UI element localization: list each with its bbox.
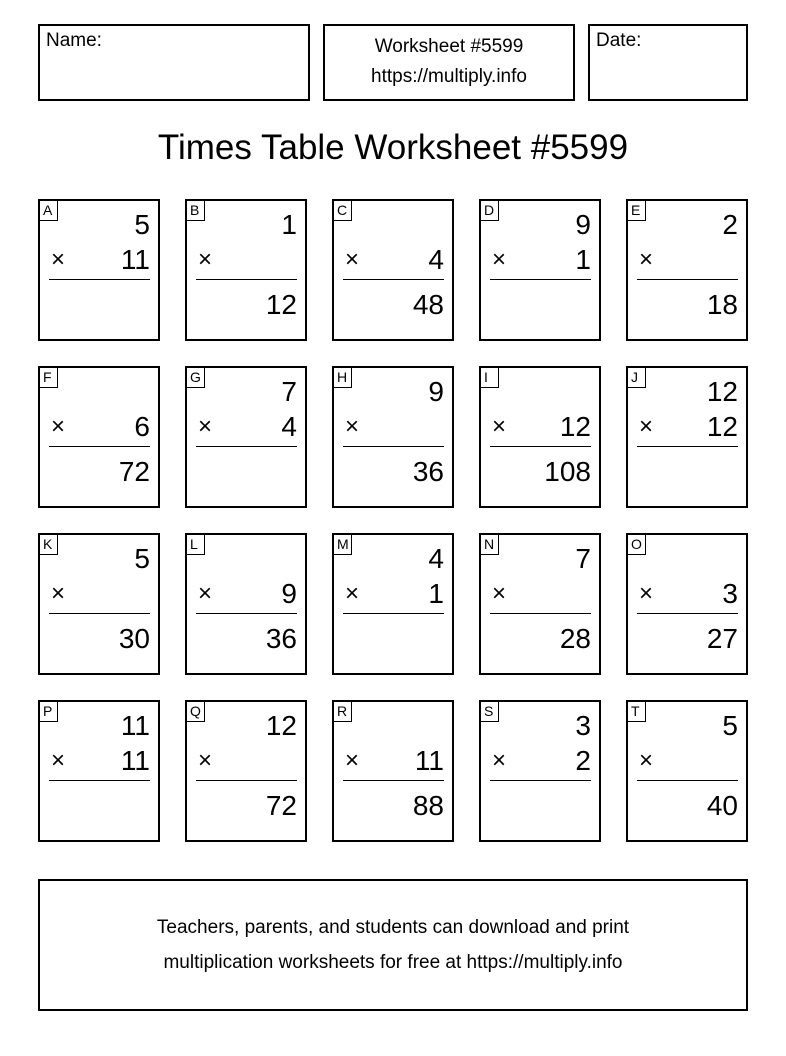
answer-rule	[490, 613, 591, 614]
times-sign: ×	[492, 413, 507, 440]
answer-rule	[343, 613, 444, 614]
answer-rule	[196, 780, 297, 781]
problem-card	[185, 199, 307, 341]
times-sign: ×	[51, 246, 66, 273]
times-sign: ×	[345, 747, 360, 774]
times-sign: ×	[198, 747, 213, 774]
problem-card	[332, 366, 454, 508]
product[interactable]: 18	[706, 289, 738, 320]
problem-card	[332, 533, 454, 675]
problem-card	[185, 533, 307, 675]
worksheet-url: https://multiply.info	[371, 66, 527, 87]
problem-card	[332, 700, 454, 842]
problem-card	[479, 533, 601, 675]
product[interactable]: 36	[412, 456, 444, 487]
answer-rule	[343, 279, 444, 280]
multiplicand[interactable]: 11	[120, 710, 150, 741]
name-box[interactable]	[38, 24, 310, 101]
multiplier[interactable]: 6	[134, 411, 150, 442]
answer-rule	[49, 279, 150, 280]
answer-rule	[637, 279, 738, 280]
times-sign: ×	[198, 580, 213, 607]
multiplicand[interactable]: 3	[575, 710, 591, 741]
multiplier[interactable]: 11	[120, 745, 150, 776]
multiplier[interactable]: 4	[281, 411, 297, 442]
answer-rule	[49, 613, 150, 614]
problem-letter: J	[628, 368, 646, 388]
problem-letter: T	[628, 702, 646, 722]
times-sign: ×	[639, 246, 654, 273]
times-sign: ×	[639, 413, 654, 440]
times-sign: ×	[198, 413, 213, 440]
problem-card	[479, 199, 601, 341]
multiplicand[interactable]: 5	[134, 543, 150, 574]
times-sign: ×	[492, 747, 507, 774]
footer-line-1: Teachers, parents, and students can download and print	[156, 917, 630, 938]
answer-rule	[490, 780, 591, 781]
problem-letter: N	[481, 535, 499, 555]
multiplier[interactable]: 1	[575, 244, 591, 275]
problem-letter: F	[40, 368, 58, 388]
answer-rule	[637, 780, 738, 781]
multiplicand[interactable]: 12	[265, 710, 297, 741]
multiplicand[interactable]: 4	[428, 543, 444, 574]
product[interactable]: 28	[559, 623, 591, 654]
multiplier[interactable]: 12	[706, 411, 738, 442]
problem-card	[626, 700, 748, 842]
answer-rule	[343, 446, 444, 447]
problem-card	[626, 199, 748, 341]
problem-card	[479, 366, 601, 508]
product[interactable]: 72	[265, 790, 297, 821]
multiplicand[interactable]: 1	[281, 209, 297, 240]
multiplier[interactable]: 11	[120, 244, 150, 275]
problem-card	[332, 199, 454, 341]
multiplier[interactable]: 12	[559, 411, 591, 442]
product[interactable]: 40	[706, 790, 738, 821]
times-sign: ×	[345, 246, 360, 273]
problem-letter: S	[481, 702, 499, 722]
date-label: Date:	[596, 30, 642, 51]
problem-card	[479, 700, 601, 842]
problem-letter: G	[187, 368, 205, 388]
multiplier[interactable]: 3	[722, 578, 738, 609]
problem-letter: O	[628, 535, 646, 555]
page-title: Times Table Worksheet #5599	[157, 128, 629, 167]
product[interactable]: 48	[412, 289, 444, 320]
problem-card	[38, 199, 160, 341]
multiplier[interactable]: 4	[428, 244, 444, 275]
problem-letter: I	[481, 368, 499, 388]
problem-letter: H	[334, 368, 352, 388]
problem-card	[38, 533, 160, 675]
multiplicand[interactable]: 12	[706, 376, 738, 407]
times-sign: ×	[345, 413, 360, 440]
answer-rule	[196, 613, 297, 614]
multiplier[interactable]: 11	[414, 745, 444, 776]
problem-letter: P	[40, 702, 58, 722]
problem-card	[185, 700, 307, 842]
product[interactable]: 27	[706, 623, 738, 654]
problem-card	[626, 366, 748, 508]
problem-letter: E	[628, 201, 646, 221]
times-sign: ×	[639, 580, 654, 607]
footer-line-2: multiplication worksheets for free at https://multiply.info	[163, 952, 623, 973]
worksheet-number: Worksheet #5599	[374, 36, 524, 57]
date-box[interactable]	[588, 24, 748, 101]
times-sign: ×	[492, 246, 507, 273]
problem-letter: C	[334, 201, 352, 221]
multiplicand[interactable]: 7	[575, 543, 591, 574]
answer-rule	[490, 446, 591, 447]
times-sign: ×	[51, 747, 66, 774]
multiplicand[interactable]: 5	[722, 710, 738, 741]
answer-rule	[343, 780, 444, 781]
answer-rule	[196, 279, 297, 280]
times-sign: ×	[198, 246, 213, 273]
multiplier[interactable]: 9	[281, 578, 297, 609]
problem-letter: Q	[187, 702, 205, 722]
problem-card	[38, 366, 160, 508]
problem-card	[38, 700, 160, 842]
answer-rule	[49, 780, 150, 781]
problem-card	[626, 533, 748, 675]
problem-letter: B	[187, 201, 205, 221]
times-sign: ×	[51, 580, 66, 607]
product[interactable]: 72	[118, 456, 150, 487]
answer-rule	[49, 446, 150, 447]
problem-letter: M	[334, 535, 352, 555]
answer-rule	[637, 613, 738, 614]
footer-box	[38, 879, 748, 1011]
multiplicand[interactable]: 9	[428, 376, 444, 407]
worksheet-info-box	[323, 24, 575, 101]
multiplier[interactable]: 2	[575, 745, 591, 776]
problem-card	[185, 366, 307, 508]
problem-letter: K	[40, 535, 58, 555]
problem-letter: D	[481, 201, 499, 221]
times-sign: ×	[345, 580, 360, 607]
multiplicand[interactable]: 2	[722, 209, 738, 240]
name-label: Name:	[46, 30, 102, 51]
times-sign: ×	[51, 413, 66, 440]
multiplicand[interactable]: 5	[134, 209, 150, 240]
problem-letter: L	[187, 535, 205, 555]
product[interactable]: 108	[544, 456, 591, 487]
multiplicand[interactable]: 9	[575, 209, 591, 240]
product[interactable]: 88	[412, 790, 444, 821]
problem-grid	[38, 199, 750, 843]
multiplicand[interactable]: 7	[281, 376, 297, 407]
multiplier[interactable]: 1	[428, 578, 444, 609]
answer-rule	[196, 446, 297, 447]
times-sign: ×	[492, 580, 507, 607]
problem-letter: R	[334, 702, 352, 722]
product[interactable]: 30	[118, 623, 150, 654]
product[interactable]: 36	[265, 623, 297, 654]
answer-rule	[490, 279, 591, 280]
answer-rule	[637, 446, 738, 447]
product[interactable]: 12	[265, 289, 297, 320]
problem-letter: A	[40, 201, 58, 221]
times-sign: ×	[639, 747, 654, 774]
